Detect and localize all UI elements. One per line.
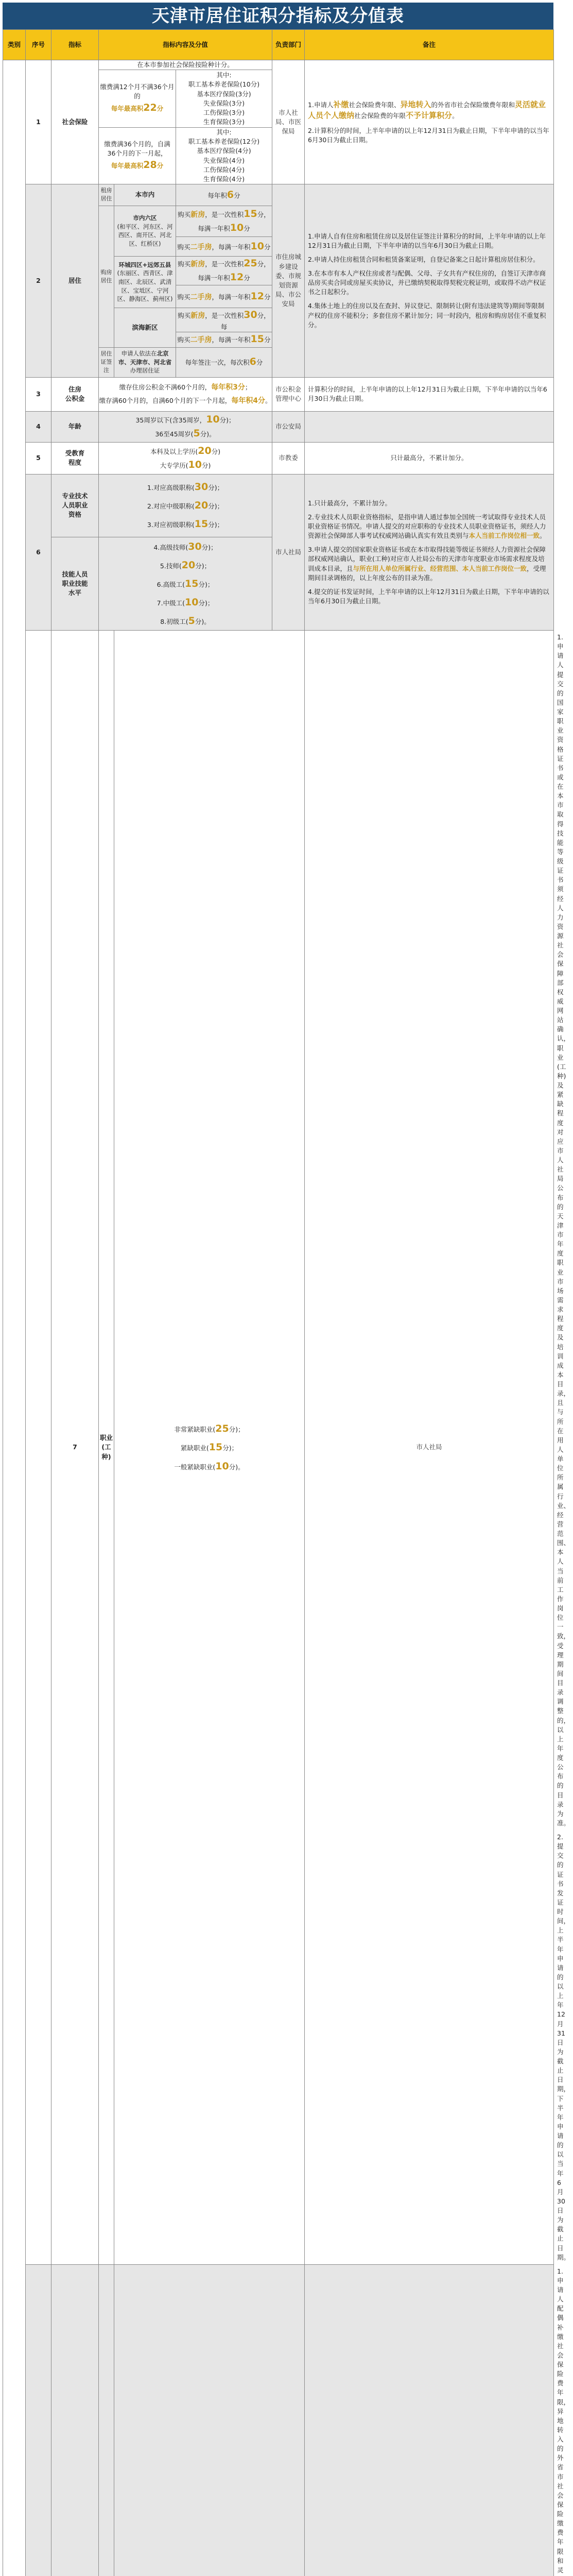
content-tier-b-detail: 其中: 职工基本养老保险(12分) 基本医疗保险(4分) 失业保险(4分) 工伤保险(4分) 生育保险(4分)	[176, 128, 272, 184]
rent-area: 本市内	[114, 184, 176, 206]
department: 市公积金管理中心	[272, 377, 305, 411]
indicator-name: 住房 公积金	[51, 377, 99, 411]
visa-condition: 申请人依法在北京市、天津市、河北省办理居住证	[114, 347, 176, 377]
row-number	[51, 2264, 99, 2576]
content-tier-a: 缴费满12个月不满36个月的 每年最高积22分	[99, 70, 176, 128]
table-row	[3, 60, 554, 70]
header-content: 指标内容及分值	[99, 30, 272, 60]
note-cell: 只计最高分，不累计加分。	[305, 442, 554, 474]
area-binhai-used: 购买二手房，每满一年积15分	[176, 332, 272, 347]
category-base: 基 本 分	[3, 60, 26, 2576]
department: 市住房城乡建设委、市规划资源局、市公安局	[272, 184, 305, 377]
area-central-used: 购买二手房，每满一年积10分	[176, 236, 272, 256]
content-cell: 非常紧缺职业(25分)； 紧缺职业(15分)； 一般紧缺职业(10分)。	[114, 631, 305, 2265]
indicator-name: 年龄	[51, 411, 99, 442]
header-category: 类别	[3, 30, 26, 60]
content-cell: 4.高级技师(30分)； 5.技师(20分)； 6.高级工(15分)； 7.中级工(10分)； 8.初级工(5分)。	[99, 537, 272, 630]
indicator-name: 居住	[51, 184, 99, 377]
area-central: 市内六区 (和平区、河东区、河西区、南开区、河北区、红桥区)	[114, 206, 176, 256]
department	[305, 2264, 554, 2576]
buy-label: 购房居住	[99, 206, 114, 347]
header-note: 备注	[305, 30, 554, 60]
category-guide: 导 向 分	[26, 631, 51, 2265]
content-intro: 在本市参加社会保险按险种计分。	[99, 60, 272, 70]
table-row	[3, 411, 554, 442]
note-cell: 1.只计最高分，不累计加分。 2.专业技术人员职业资格指标，是指申请人通过参加全国统一考试取得专业技术人员职业资格证书情况。申请人提交的对应职称的专业技术人员职业资格证书，须经人力资源社会保障部人事考试权威网站确认真实有效且类别与本人当前工作岗位相一致。 3.申请人提交的国家职业资格证书或在本市取得技能等级证书须经人力资源社会保障部权威网站确认，职业(工种)对应市人社局公布的天津市年度职业市场需求程度及培训成本目录，且与所在用人单位所属行业、经营范围、本人当前工作岗位一致，受理期间目录调格的，以上年度公布的目录为准。 4.提交的证书发证时间，上半年申请的以上年12月31日为截止日期，下半年申请的以当年6月30日为截止日期。	[305, 474, 554, 630]
content-cell	[114, 2264, 305, 2576]
row-number: 3	[26, 377, 51, 411]
indicator-name	[99, 2264, 114, 2576]
table-row: 导 向 分 7 职业 (工种) 非常紧缺职业(25分)； 紧缺职业(15分)； 一般紧缺职业(10分)。 市人社局 1.申请人提交的国家职业资格证书或在本市取得技能等级证书须经人力资源社会保障部权威网站确认，职业(工种)及紧缺程度对应市人社局公布的天津市年度职业市场需求程度及培训成本目录，且与所在用人单位所属行业、经营范围、本人当前工作岗位一致，受理期间目录调整的，以上年度公布的目录为准。 2.提交的证书发证时间，上半年申请的以上年12月31日为截止日期，下半年申请的以当年6月30日为截止日期。	[3, 631, 554, 2265]
table-row: 1.申请人配偶补缴社会保险费年限，异地转入的外省市社会保险缴费年限和灵	[3, 2264, 554, 2576]
indicator-name: 社会保险	[51, 60, 99, 184]
header-number: 序号	[26, 30, 51, 60]
row-number: 5	[26, 442, 51, 474]
note-cell: 1.申请人补缴社会保险费年限、异地转入的外省市社会保险缴费年限和灵活就业人员个人缴纳社会保险费的年限不予计算积分。 2.计算积分的时间，上半年申请的以上年12月31日为截止日期，下半年申请的以当年6月30日为截止日期。	[305, 60, 554, 184]
page-title: 天津市居住证积分指标及分值表	[3, 3, 553, 29]
score-table	[3, 29, 554, 2576]
department: 市人社局	[305, 631, 554, 2265]
table-row	[3, 474, 554, 537]
department: 市公安局	[272, 411, 305, 442]
content-tier-b: 缴费满36个月的，自满36个月的下一月起， 每年最高积28分	[99, 128, 176, 184]
content-tier-a-detail: 其中: 职工基本养老保险(10分) 基本医疗保险(3分) 失业保险(3分) 工伤保险(3分) 生育保险(3分)	[176, 70, 272, 128]
indicator-name: 职业 (工种)	[99, 631, 114, 2265]
row-number: 1	[26, 60, 51, 184]
policy-table-page	[3, 3, 553, 951]
content-cell: 35周岁以下(含35周岁，10分)； 36至45周岁(5分)。	[99, 411, 272, 442]
visa-label: 居住证签注	[99, 347, 114, 377]
content-cell: 缴存住房公积金不满60个月的，每年积3分； 缴存满60个月的，自满60个月的下一个月起，每年积4分。	[99, 377, 272, 411]
area-binhai-new: 购买新房，是一次性积30分，每	[176, 308, 272, 332]
department: 市教委	[272, 442, 305, 474]
note-cell	[305, 411, 554, 442]
note-cell: 1.申请人自有住房和租赁住房以及居住证签注计算积分的时间，上半年申请的以上年12月31日为截止日期，下半年申请的以当年6月30日为截止日期。 2.申请人持住房租赁合同和租赁备案证明，自登记备案之日起计算租房居住积分。 3.在本市有本人产权住房或者与配偶、父母、子女共有产权住房的，自签订天津市商品房买卖合同或房屋买卖协议，并已缴纳契税取得契税完税证明，或取得不动产权证书之日起积分。 4.集体土地上的住房以及在查封、异议登记、限制转让(附有违法建筑等)期间等限制产权的住房不能积分；多套住房不累计加分；同一时段内，租房和购房居住不重复积分。	[305, 184, 554, 377]
visa-score: 每年签注一次，每次积6分	[176, 347, 272, 377]
note-cell: 计算积分的时间，上半年申请的以上年12月31日为截止日期，下半年申请的以当年6月30日为截止日期。	[305, 377, 554, 411]
rent-score: 每年积6分	[176, 184, 272, 206]
department: 市人社局、市医保局	[272, 60, 305, 184]
indicator-name: 受教育 程度	[51, 442, 99, 474]
header-indicator: 指标	[51, 30, 99, 60]
table-row	[3, 377, 554, 411]
area-binhai: 滨海新区	[114, 308, 176, 347]
content-cell: 1.对应高级职称(30分)； 2.对应中级职称(20分)； 3.对应初级职称(15分)；	[99, 474, 272, 537]
header-row	[3, 30, 554, 60]
area-suburban-new: 购买新房，是一次性积25分， 每满一年积12分	[176, 256, 272, 285]
row-number: 6	[26, 474, 51, 630]
indicator-name: 技能人员 职业技能 水平	[51, 537, 99, 630]
table-row	[3, 442, 554, 474]
area-suburban-used: 购买二手房，每满一年积12分	[176, 285, 272, 308]
area-central-new: 购买新房，是一次性积15分， 每满一年积10分	[176, 206, 272, 236]
indicator-name: 专业技术 人员职业 资格	[51, 474, 99, 537]
row-number: 4	[26, 411, 51, 442]
header-department: 负责部门	[272, 30, 305, 60]
department: 市人社局	[272, 474, 305, 630]
content-cell: 本科及以上学历(20分) 大专学历(10分)	[99, 442, 272, 474]
area-suburban: 环城四区+远郊五县 (东丽区、西青区、津南区、北辰区、武清区、宝坻区、宁河区、静海区、蓟州区)	[114, 256, 176, 308]
rent-label: 租房居住	[99, 184, 114, 206]
row-number: 2	[26, 184, 51, 377]
category-extra	[26, 2264, 51, 2576]
table-row	[3, 184, 554, 206]
row-number: 7	[51, 631, 99, 2265]
